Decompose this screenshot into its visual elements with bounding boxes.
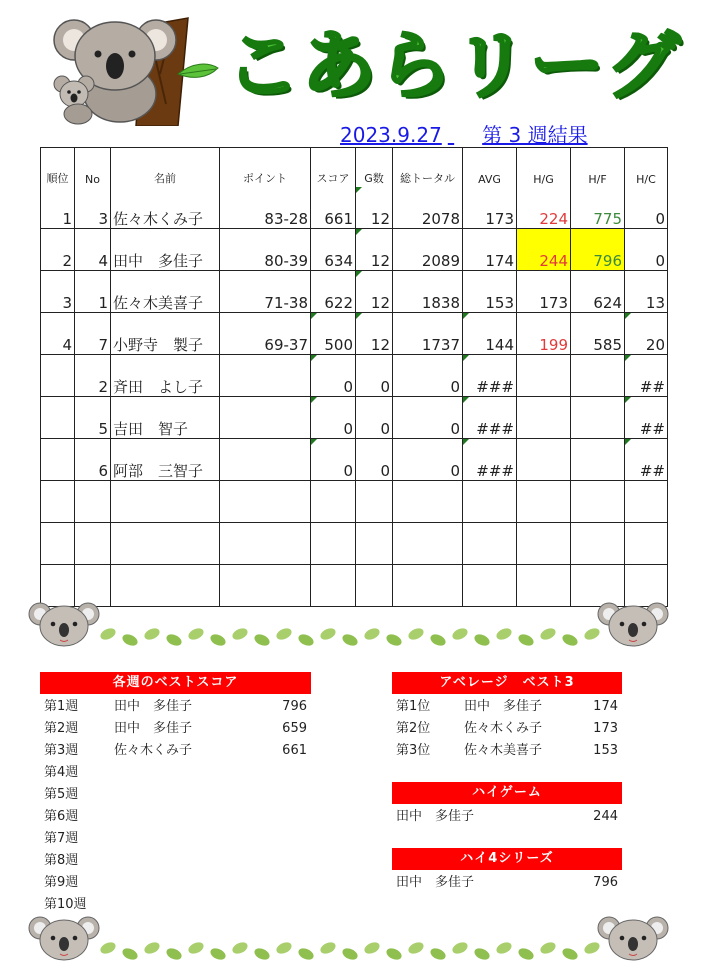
leaf-icon <box>561 632 580 648</box>
cell-hg: 173 <box>517 271 571 313</box>
cell-rank: 2 <box>41 229 75 271</box>
cell-avg: ### <box>463 355 517 397</box>
high-game-value: 244 <box>593 809 618 824</box>
cell-no <box>75 481 111 523</box>
cell-hf <box>571 355 625 397</box>
leaf-icon <box>165 632 184 648</box>
leaf-icon <box>253 632 272 648</box>
cell-score <box>311 523 356 565</box>
leaf-icon <box>495 626 514 642</box>
list-item <box>40 718 311 740</box>
cell-games: 12 <box>356 229 393 271</box>
cell-hg <box>517 355 571 397</box>
table-row <box>41 481 668 523</box>
cell-total: 2089 <box>393 229 463 271</box>
leaf-icon <box>143 940 162 956</box>
list-item <box>40 784 311 806</box>
col-games: G数 <box>356 148 393 188</box>
cell-games: 12 <box>356 271 393 313</box>
cell-name: 阿部 三智子 <box>111 439 220 481</box>
leaf-icon <box>561 946 580 962</box>
cell-name <box>111 481 220 523</box>
leaf-icon <box>231 626 250 642</box>
leaf-icon <box>363 626 382 642</box>
cell-avg <box>463 523 517 565</box>
col-avg: AVG <box>463 148 517 188</box>
high-series-value: 796 <box>593 875 618 890</box>
leaf-icon <box>165 946 184 962</box>
high-game-entry <box>392 806 622 828</box>
cell-hf <box>571 439 625 481</box>
week-label: 第10週 <box>44 897 87 912</box>
col-no: No <box>75 148 111 188</box>
place-label: 第1位 <box>396 699 431 714</box>
cell-hf: 624 <box>571 271 625 313</box>
score-value: 659 <box>282 721 307 736</box>
cell-score: 634 <box>311 229 356 271</box>
cell-total: 0 <box>393 439 463 481</box>
cell-hc: ## <box>625 355 668 397</box>
cell-total: 1838 <box>393 271 463 313</box>
leaf-icon <box>407 626 426 642</box>
week-label: 第8週 <box>44 853 79 868</box>
cell-hc: 0 <box>625 187 668 229</box>
leaf-icon <box>341 946 360 962</box>
leaf-icon <box>319 626 338 642</box>
koala-face-icon <box>598 917 668 960</box>
cell-hg <box>517 439 571 481</box>
week-label: 第9週 <box>44 875 79 890</box>
cell-avg: 144 <box>463 313 517 355</box>
cell-name: 田中 多佳子 <box>111 229 220 271</box>
list-item <box>40 850 311 872</box>
cell-hg: 244 <box>517 229 571 271</box>
cell-no: 6 <box>75 439 111 481</box>
cell-hf <box>571 523 625 565</box>
cell-points <box>220 355 311 397</box>
cell-avg: ### <box>463 439 517 481</box>
cell-hf: 775 <box>571 187 625 229</box>
table-row <box>41 523 668 565</box>
score-value: 661 <box>282 743 307 758</box>
average-value: 174 <box>593 699 618 714</box>
koala-face-icon <box>29 917 99 960</box>
leaf-icon <box>473 946 492 962</box>
player-name: 田中 多佳子 <box>114 721 193 736</box>
col-hc: H/C <box>625 148 668 188</box>
col-score: スコア <box>311 148 356 188</box>
results-table <box>40 147 668 607</box>
koala-face-icon <box>29 603 99 646</box>
cell-hg: 199 <box>517 313 571 355</box>
leaf-icon <box>429 946 448 962</box>
cell-games: 12 <box>356 187 393 229</box>
cell-score <box>311 481 356 523</box>
col-rank: 順位 <box>41 148 75 188</box>
leaf-icon <box>583 940 602 956</box>
cell-score: 0 <box>311 397 356 439</box>
best-scores-list <box>40 696 311 916</box>
cell-rank: 4 <box>41 313 75 355</box>
cell-score: 661 <box>311 187 356 229</box>
cell-avg: ### <box>463 397 517 439</box>
cell-hg <box>517 481 571 523</box>
leaf-icon <box>407 940 426 956</box>
cell-hg: 224 <box>517 187 571 229</box>
cell-rank <box>41 523 75 565</box>
col-name: 名前 <box>111 148 220 188</box>
leaf-icon <box>495 940 514 956</box>
leaf-divider-bottom <box>0 912 721 972</box>
leaf-icon <box>429 632 448 648</box>
table-row <box>41 355 668 397</box>
cell-hc: ## <box>625 439 668 481</box>
high-series-header: ハイ4シリーズ <box>392 848 622 870</box>
cell-score: 0 <box>311 439 356 481</box>
cell-games: 12 <box>356 313 393 355</box>
col-hf: H/F <box>571 148 625 188</box>
leaf-icon <box>275 940 294 956</box>
list-item <box>392 740 622 762</box>
cell-games: 0 <box>356 355 393 397</box>
high-series-name: 田中 多佳子 <box>396 875 475 890</box>
cell-score: 0 <box>311 355 356 397</box>
cell-rank <box>41 355 75 397</box>
leaf-icon <box>341 632 360 648</box>
koala-logo-icon <box>48 14 223 126</box>
leaf-icon <box>209 946 228 962</box>
cell-points: 80-39 <box>220 229 311 271</box>
table-row <box>41 229 668 271</box>
cell-name: 佐々木くみ子 <box>111 187 220 229</box>
koala-face-icon <box>598 603 668 646</box>
leaf-icon <box>363 940 382 956</box>
cell-hf <box>571 481 625 523</box>
cell-no: 1 <box>75 271 111 313</box>
week-label: 第7週 <box>44 831 79 846</box>
place-label: 第3位 <box>396 743 431 758</box>
cell-name <box>111 523 220 565</box>
score-value: 796 <box>282 699 307 714</box>
leaf-icon <box>517 632 536 648</box>
leaf-icon <box>517 946 536 962</box>
cell-rank <box>41 481 75 523</box>
cell-total <box>393 481 463 523</box>
list-item <box>40 696 311 718</box>
table-row <box>41 313 668 355</box>
table-row <box>41 187 668 229</box>
leaf-icon <box>297 632 316 648</box>
week-label: 第5週 <box>44 787 79 802</box>
cell-hc <box>625 523 668 565</box>
player-name: 田中 多佳子 <box>114 699 193 714</box>
cell-name: 佐々木美喜子 <box>111 271 220 313</box>
week-label: 第3週 <box>44 743 79 758</box>
leaf-icon <box>385 632 404 648</box>
leaf-icon <box>539 940 558 956</box>
cell-no <box>75 523 111 565</box>
cell-hc <box>625 481 668 523</box>
leaf-icon <box>121 946 140 962</box>
cell-rank: 1 <box>41 187 75 229</box>
col-hg: H/G <box>517 148 571 188</box>
col-points: ポイント <box>220 148 311 188</box>
cell-total: 1737 <box>393 313 463 355</box>
cell-no: 2 <box>75 355 111 397</box>
leaf-icon <box>99 940 118 956</box>
cell-hg <box>517 397 571 439</box>
cell-avg: 174 <box>463 229 517 271</box>
week-label: 第1週 <box>44 699 79 714</box>
leaf-icon <box>473 632 492 648</box>
cell-games <box>356 481 393 523</box>
leaf-icon <box>231 940 250 956</box>
cell-points <box>220 397 311 439</box>
cell-rank <box>41 397 75 439</box>
cell-avg <box>463 481 517 523</box>
cell-hf: 796 <box>571 229 625 271</box>
list-item <box>40 762 311 784</box>
place-label: 第2位 <box>396 721 431 736</box>
cell-hc: 13 <box>625 271 668 313</box>
average-value: 173 <box>593 721 618 736</box>
leaf-icon <box>451 626 470 642</box>
cell-name: 小野寺 製子 <box>111 313 220 355</box>
cell-rank <box>41 439 75 481</box>
cell-points: 71-38 <box>220 271 311 313</box>
average-value: 153 <box>593 743 618 758</box>
cell-total: 2078 <box>393 187 463 229</box>
cell-rank: 3 <box>41 271 75 313</box>
cell-total: 0 <box>393 355 463 397</box>
average-best3-list <box>392 696 622 762</box>
leaf-icon <box>297 946 316 962</box>
table-row <box>41 271 668 313</box>
list-item <box>392 696 622 718</box>
table-header-row <box>41 148 668 188</box>
cell-points: 83-28 <box>220 187 311 229</box>
cell-total: 0 <box>393 397 463 439</box>
cell-games <box>356 523 393 565</box>
cell-avg: 173 <box>463 187 517 229</box>
cell-points: 69-37 <box>220 313 311 355</box>
cell-games: 0 <box>356 439 393 481</box>
leaf-icon <box>319 940 338 956</box>
list-item <box>40 828 311 850</box>
week-result-heading <box>340 122 640 148</box>
cell-points <box>220 523 311 565</box>
col-total: 総トータル <box>393 148 463 188</box>
leaf-icon <box>99 626 118 642</box>
list-item <box>392 718 622 740</box>
player-name: 佐々木くみ子 <box>114 743 193 758</box>
leaf-icon <box>253 946 272 962</box>
leaf-vine-icon <box>99 940 602 962</box>
cell-games: 0 <box>356 397 393 439</box>
cell-name: 吉田 智子 <box>111 397 220 439</box>
cell-hc: 20 <box>625 313 668 355</box>
average-best3-header: アベレージ ベスト3 <box>392 672 622 694</box>
best-scores-header: 各週のベストスコア <box>40 672 311 694</box>
cell-hc: ## <box>625 397 668 439</box>
high-game-header: ハイゲーム <box>392 782 622 804</box>
cell-hf: 585 <box>571 313 625 355</box>
week-label: 第2週 <box>44 721 79 736</box>
list-item <box>40 872 311 894</box>
cell-no: 7 <box>75 313 111 355</box>
leaf-icon <box>385 946 404 962</box>
player-name: 佐々木くみ子 <box>464 721 543 736</box>
cell-points <box>220 481 311 523</box>
leaf-icon <box>143 626 162 642</box>
cell-no: 3 <box>75 187 111 229</box>
leaf-icon <box>275 626 294 642</box>
cell-avg: 153 <box>463 271 517 313</box>
cell-hg <box>517 523 571 565</box>
cell-score: 622 <box>311 271 356 313</box>
leaf-icon <box>583 626 602 642</box>
table-row <box>41 439 668 481</box>
cell-hc: 0 <box>625 229 668 271</box>
week-label: 第4週 <box>44 765 79 780</box>
list-item <box>40 740 311 762</box>
high-game-name: 田中 多佳子 <box>396 809 475 824</box>
cell-name: 斉田 よし子 <box>111 355 220 397</box>
week-label: 第 3 週結果 <box>482 123 588 147</box>
page-title: こあらリーグ <box>226 23 682 109</box>
leaf-icon <box>209 632 228 648</box>
list-item <box>40 806 311 828</box>
leaf-vine-icon <box>99 626 602 648</box>
player-name: 佐々木美喜子 <box>464 743 543 758</box>
cell-total <box>393 523 463 565</box>
result-date: 2023.9.27 <box>340 123 442 147</box>
week-label: 第6週 <box>44 809 79 824</box>
cell-score: 500 <box>311 313 356 355</box>
player-name: 田中 多佳子 <box>464 699 543 714</box>
leaf-icon <box>451 940 470 956</box>
leaf-divider-top <box>0 598 721 658</box>
leaf-icon <box>539 626 558 642</box>
cell-points <box>220 439 311 481</box>
leaf-icon <box>187 940 206 956</box>
leaf-icon <box>187 626 206 642</box>
leaf-icon <box>121 632 140 648</box>
high-series-entry <box>392 872 622 894</box>
cell-hf <box>571 397 625 439</box>
cell-no: 4 <box>75 229 111 271</box>
cell-no: 5 <box>75 397 111 439</box>
table-row <box>41 397 668 439</box>
